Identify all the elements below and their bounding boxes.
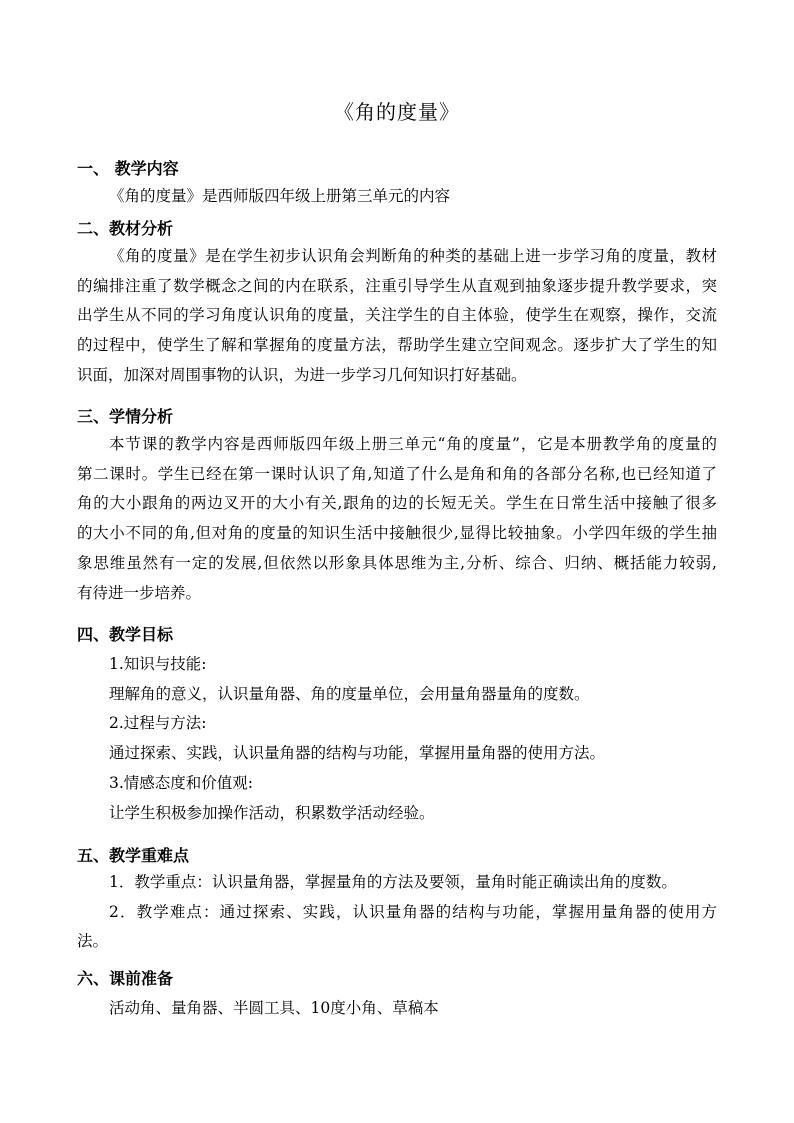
objective-label: 1.知识与技能: (109, 655, 207, 673)
paragraph-line: 出学生从不同的学习角度认识角的度量，关注学生的自主体验，使学生在观察，操作，交流 (77, 306, 717, 325)
paragraph-line: 《角的度量》是西师版四年级上册第三单元的内容 (109, 187, 451, 205)
paragraph-line: 第二课时。学生已经在第一课时认识了角,知道了什么是角和角的各部分名称,也已经知道了 (77, 464, 717, 483)
paragraph-line: 有待进一步培养。 (77, 583, 202, 602)
section-body-6 (77, 994, 717, 1024)
paragraph-line: 的过程中，使学生了解和掌握角的度量方法，帮助学生建立空间观念。逐步扩大了学生的知 (77, 336, 717, 355)
paragraph-line: 本节课的教学内容是西师版四年级上册三单元“角的度量”，它是本册教学角的度量的 (109, 435, 717, 453)
objective-label: 3.情感态度和价值观: (109, 773, 254, 792)
objective-text: 理解角的意义，认识量角器、角的度量单位，会用量角器量角的度数。 (109, 684, 590, 703)
section-heading-4: 四、教学目标 (77, 625, 174, 644)
objective-text: 通过探索、实践，认识量角器的结构与功能，掌握用量角器的使用方法。 (109, 744, 606, 763)
section-body-2 (77, 242, 717, 391)
section-body-5 (77, 868, 717, 957)
key-point-line: 1．教学重点：认识量角器，掌握量角的方法及要领，量角时能正确读出角的度数。 (109, 873, 677, 891)
paragraph-line: 《角的度量》是在学生初步认识角会判断角的种类的基础上进一步学习角的度量，教材 (109, 247, 717, 265)
section-heading-1: 一、 教学内容 (77, 159, 179, 178)
paragraph-line: 活动角、量角器、半圆工具、10度小角、草稿本 (109, 999, 439, 1017)
paragraph-line: 角的大小跟角的两边叉开的大小有关,跟角的边的长短无关。学生在日常生活中接触了很多 (77, 494, 717, 513)
section-body-3 (77, 430, 717, 608)
section-heading-5: 五、教学重难点 (77, 846, 190, 865)
difficulty-line-end: 法。 (77, 932, 109, 951)
objective-text: 让学生积极参加操作活动，积累数学活动经验。 (109, 803, 435, 822)
paragraph-line: 象思维虽然有一定的发展,但依然以形象具体思维为主,分析、综合、归纳、概括能力较弱, (77, 553, 717, 572)
section-heading-6: 六、课前准备 (77, 969, 174, 988)
section-body-4 (77, 650, 717, 828)
section-heading-3: 三、学情分析 (77, 407, 174, 426)
objective-label: 2.过程与方法: (109, 714, 207, 733)
paragraph-line: 识面，加深对周围事物的认识，为进一步学习几何知识打好基础。 (77, 365, 527, 384)
section-heading-2: 二、教材分析 (77, 219, 174, 238)
paragraph-line: 的大小不同的角,但对角的度量的知识生活中接触很少,显得比较抽象。小学四年级的学生抽 (77, 524, 717, 543)
paragraph-line: 的编排注重了数学概念之间的内在联系，注重引导学生从直观到抽象逐步提升教学要求，突 (77, 276, 717, 295)
difficulty-line: 2．教学难点：通过探索、实践，认识量角器的结构与功能，掌握用量角器的使用方 (109, 902, 717, 921)
section-body-1 (77, 182, 717, 212)
page-title: 《角的度量》 (334, 100, 460, 124)
